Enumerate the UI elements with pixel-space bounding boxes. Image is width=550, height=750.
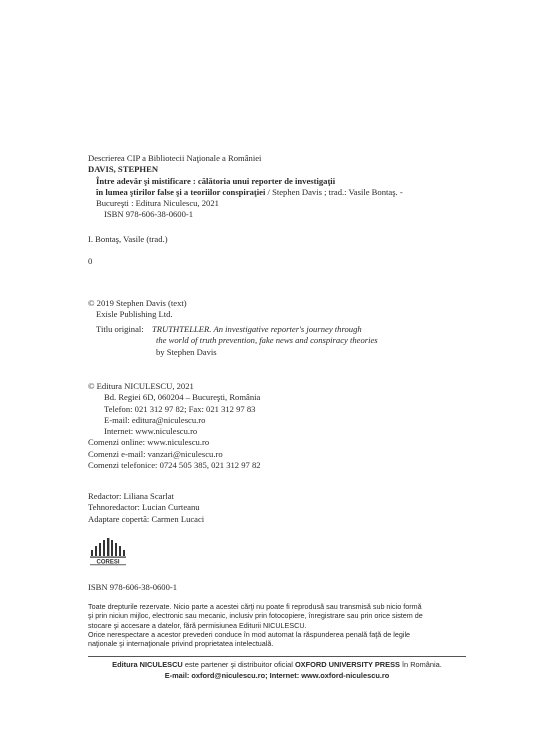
copyright-author: © 2019 Stephen Davis (text) <box>88 298 187 308</box>
partner-middle: este partener şi distribuitor oficial <box>182 660 295 669</box>
rights-line-1: Toate drepturile rezervate. Nicio parte a acestei cărţi nu poate fi reprodusă sau transmisă sub nicio formă <box>88 602 422 611</box>
isbn: ISBN 978-606-38-0600-1 <box>88 582 178 592</box>
rights-line-2: şi prin niciun mijloc, electronic sau mecanic, inclusiv prin fotocopiere, înregistrare sau prin orice sistem de <box>88 611 423 621</box>
footer-divider <box>88 656 466 657</box>
cip-title-responsibility: / Stephen Davis ; trad.: Vasile Bontaş. - <box>265 186 403 197</box>
credit-tech-editor: Tehnoredactor: Lucian Curteanu <box>88 502 200 513</box>
partner-statement <box>88 660 466 671</box>
rights-line-3: stocare şi accesare a datelor, fără permisiunea Editurii NICULESCU. <box>88 620 307 630</box>
cip-heading: Descrierea CIP a Bibliotecii Naţionale a României <box>88 153 262 163</box>
cip-author: DAVIS, STEPHEN <box>88 164 159 175</box>
partner-publisher: Editura NICULESCU <box>112 660 183 669</box>
credits <box>88 491 204 525</box>
publisher-info <box>88 381 261 471</box>
credit-editor: Redactor: Liliana Scarlat <box>88 491 174 501</box>
publisher-address: Bd. Regiei 6D, 060204 – Bucureşti, România <box>104 392 261 403</box>
cip-record <box>88 153 403 221</box>
rights-notice <box>88 602 458 648</box>
cip-title-subtitle: în lumea ştirilor false şi a teoriilor conspiraţiei <box>96 186 266 197</box>
coresi-logo-text: CORESI <box>96 559 120 566</box>
cip-imprint: Bucureşti : Editura Niculescu, 2021 <box>96 198 219 209</box>
orders-phone: Comenzi telefonice: 0724 505 385, 021 312 97 82 <box>88 460 261 471</box>
copyright-text <box>88 298 187 321</box>
publisher-internet: Internet: www.niculescu.ro <box>104 426 198 437</box>
partner-oup: OXFORD UNIVERSITY PRESS <box>294 660 400 669</box>
partner-footer <box>88 656 466 681</box>
original-title-label: Titlu original: <box>96 324 144 334</box>
original-title-line1 <box>96 324 378 335</box>
original-title-text-1: TRUTHTELLER. An investigative reporter's journey through <box>152 324 362 334</box>
orders-online: Comenzi online: www.niculescu.ro <box>88 437 210 448</box>
publisher-phone: Telefon: 021 312 97 82; Fax: 021 312 97 83 <box>104 403 256 414</box>
cip-title-line2 <box>88 187 403 198</box>
coresi-printing-house-logo <box>89 537 131 567</box>
original-title-author: by Stephen Davis <box>156 346 217 357</box>
cip-title-line1: Între adevăr şi mistificare : călătoria unui reporter de investigaţii <box>96 175 336 186</box>
partner-end: în România. <box>399 660 442 669</box>
cip-translator: I. Bontaş, Vasile (trad.) <box>88 234 168 244</box>
orders-email: Comenzi e-mail: vanzari@niculescu.ro <box>88 448 223 459</box>
cip-classification: 0 <box>88 256 93 266</box>
credit-cover: Adaptare copertă: Carmen Lucaci <box>88 513 205 524</box>
partner-contact: E-mail: oxford@niculescu.ro; Internet: www.oxford-niculescu.ro <box>164 670 390 680</box>
copyright-publisher: Exisle Publishing Ltd. <box>96 309 173 320</box>
original-title-block <box>96 324 378 358</box>
publisher-copyright: © Editura NICULESCU, 2021 <box>88 381 194 391</box>
rights-line-5: naţionale şi internaţionale privind proprietatea intelectuală. <box>88 639 274 649</box>
original-title-text-2: the world of truth prevention, fake news and conspiracy theories <box>156 335 378 346</box>
rights-line-4: Orice nerespectare a acestor prevederi conduce în mod automat la răspunderea penală faţă de legile <box>88 629 411 639</box>
publisher-email: E-mail: editura@niculescu.ro <box>104 414 206 425</box>
coresi-logo-graphic <box>89 537 131 567</box>
cip-isbn: ISBN 978-606-38-0600-1 <box>104 209 194 220</box>
